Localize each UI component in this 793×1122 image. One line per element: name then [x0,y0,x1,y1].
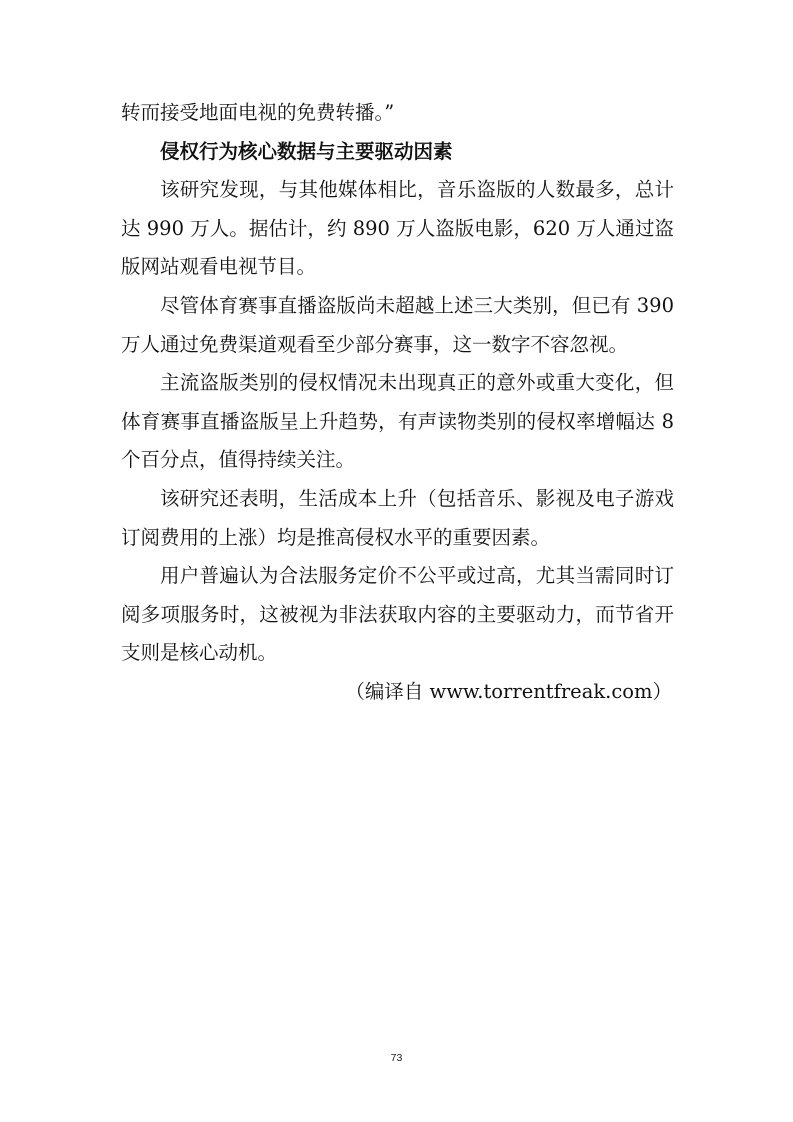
continuation-line: 转而接受地面电视的免费转播。” [121,101,395,124]
paragraph-cost-of-living: 该研究还表明，生活成本上升（包括音乐、影视及电子游戏订阅费用的上涨）均是推高侵权水平的重要因素。 [121,486,674,549]
page-number: 73 [390,1052,403,1064]
paragraph-sports-piracy: 尽管体育赛事直播盗版尚未超越上述三大类别，但已有 390 万人通过免费渠道观看至少部分赛事，这一数字不容忽视。 [121,293,674,356]
section-heading: 侵权行为核心数据与主要驱动因素 [160,139,453,163]
source-attribution: （编译自 www.torrentfreak.com） [345,679,672,703]
paragraph-music-film-tv: 该研究发现，与其他媒体相比，音乐盗版的人数最多，总计达 990 万人。据估计，约 890 万人盗版电影，620 万人通过盗版网站观看电视节目。 [121,178,674,279]
page-content [121,94,674,712]
paragraph-pricing-drivers: 用户普遍认为合法服务定价不公平或过高，尤其当需同时订阅多项服务时，这被视为非法获取内容的主要驱动力，而节省开支则是核心动机。 [121,564,674,665]
paragraph-piracy-trends: 主流盗版类别的侵权情况未出现真正的意外或重大变化，但体育赛事直播盗版呈上升趋势，有声读物类别的侵权率增幅达 8 个百分点，值得持续关注。 [121,371,674,472]
